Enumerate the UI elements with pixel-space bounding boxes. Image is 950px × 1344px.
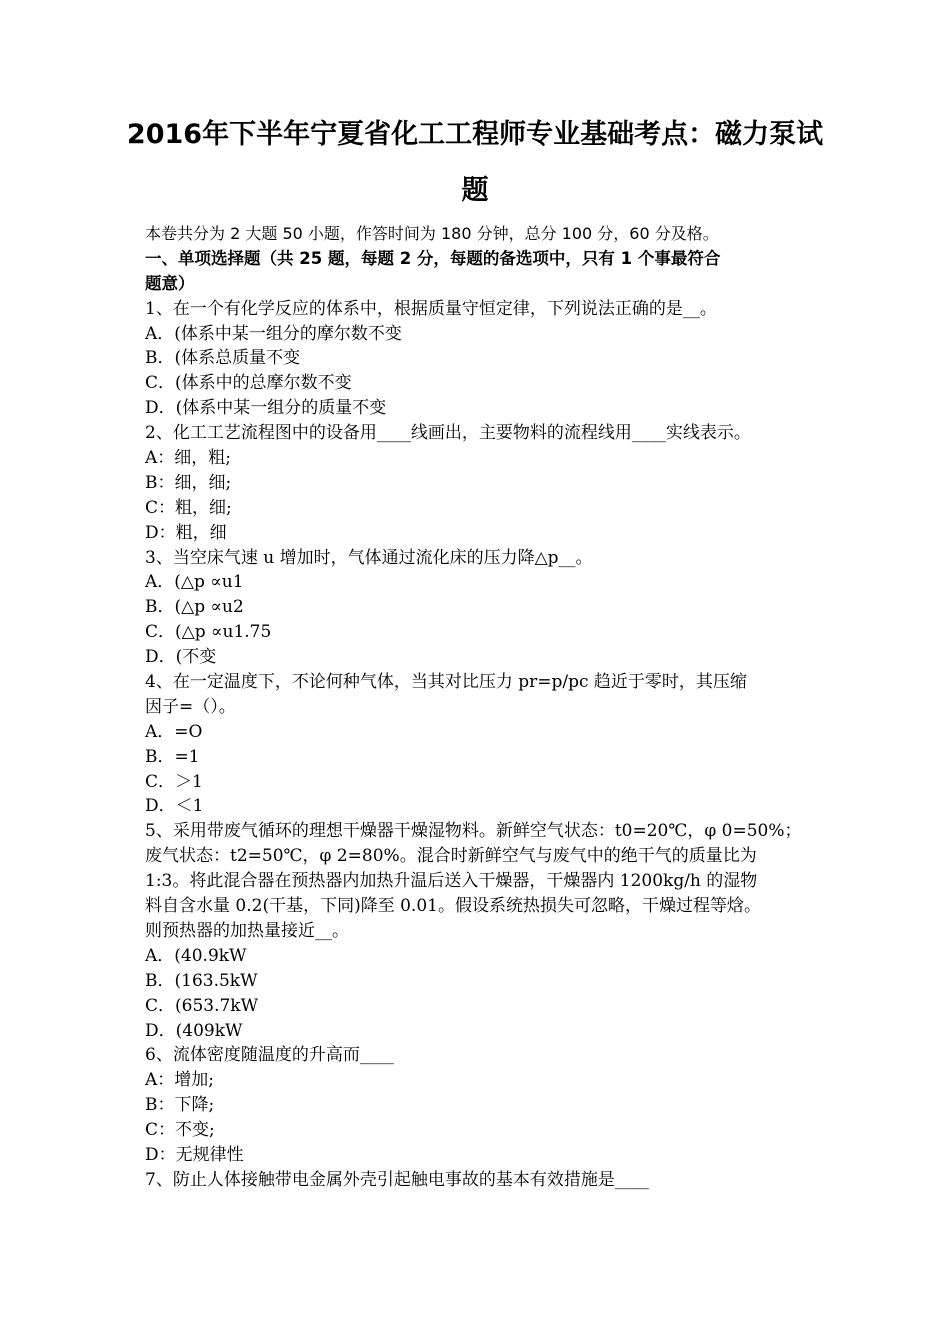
document-body — [145, 222, 810, 1193]
question-6-option-d: D：无规律性 — [145, 1144, 244, 1165]
question-3-option-d: D．(不变 — [145, 647, 217, 668]
question-4-option-d: D．＜1 — [145, 796, 204, 817]
question-1-option-a: A．(体系中某一组分的摩尔数不变 — [145, 323, 402, 344]
question-5-stem-cont: 废气状态：t2=50℃，φ 2=80%。混合时新鲜空气与废气中的绝干气的质量比为 — [145, 846, 757, 867]
question-5-option-d: D．(409kW — [145, 1020, 243, 1041]
section-heading: 一、单项选择题（共 25 题，每题 2 分，每题的备选项中，只有 1 个事最符合 — [145, 248, 721, 268]
question-1-option-c: C．(体系中的总摩尔数不变 — [145, 373, 352, 394]
question-1-option-b: B．(体系总质量不变 — [145, 348, 301, 369]
question-6-option-c: C：不变; — [145, 1120, 215, 1141]
document-title-line-2: 题 — [461, 175, 489, 206]
question-4-option-c: C．＞1 — [145, 771, 203, 792]
question-5-stem-cont: 则预热器的加热量接近__。 — [145, 920, 349, 941]
question-6-option-a: A：增加; — [145, 1070, 215, 1091]
question-7-stem: 7、防止人体接触带电金属外壳引起触电事故的基本有效措施是____ — [145, 1169, 649, 1190]
question-5-stem-cont: 1:3。将此混合器在预热器内加热升温后送入干燥器，干燥器内 1200kg/h 的湿物 — [145, 871, 758, 892]
question-4-option-a: A．=O — [145, 721, 203, 742]
question-5-stem-cont: 料自含水量 0.2(干基，下同)降至 0.01。假设系统热损失可忽略，干燥过程等焓。 — [145, 896, 761, 917]
question-5-option-a: A．(40.9kW — [145, 945, 247, 966]
question-2-option-a: A：细，粗; — [145, 448, 232, 469]
question-6-stem: 6、流体密度随温度的升高而____ — [145, 1045, 394, 1066]
question-2-option-d: D：粗，细 — [145, 522, 227, 543]
exam-info: 本卷共分为 2 大题 50 小题，作答时间为 180 分钟，总分 100 分，60 分及格。 — [145, 224, 719, 243]
question-1-stem: 1、在一个有化学反应的体系中，根据质量守恒定律，下列说法正确的是__。 — [145, 298, 717, 319]
question-3-option-a: A．(△p ∝u1 — [145, 572, 244, 593]
question-1-option-d: D．(体系中某一组分的质量不变 — [145, 398, 387, 419]
document-title-line-1: 2016年下半年宁夏省化工工程师专业基础考点：磁力泵试 — [126, 119, 824, 150]
question-5-option-b: B．(163.5kW — [145, 970, 258, 991]
question-3-stem: 3、当空床气速 u 增加时，气体通过流化床的压力降△p__。 — [145, 547, 593, 568]
question-2-option-c: C：粗，细; — [145, 497, 232, 518]
question-4-stem: 4、在一定温度下，不论何种气体，当其对比压力 pr=p/pc 趋近于零时，其压缩 — [145, 672, 747, 693]
question-5-option-c: C．(653.7kW — [145, 995, 259, 1016]
question-4-option-b: B．=1 — [145, 746, 200, 767]
question-2-stem: 2、化工工艺流程图中的设备用____线画出，主要物料的流程线用____实线表示。 — [145, 423, 751, 444]
question-3-option-b: B．(△p ∝u2 — [145, 597, 244, 618]
question-6-option-b: B：下降; — [145, 1095, 215, 1116]
question-5-stem: 5、采用带废气循环的理想干燥器干燥湿物料。新鲜空气状态：t0=20℃，φ 0=50%； — [145, 821, 802, 842]
question-3-option-c: C．(△p ∝u1.75 — [145, 622, 272, 643]
section-heading-cont: 题意） — [145, 273, 195, 293]
question-4-stem-cont: 因子=（）。 — [145, 696, 236, 717]
question-2-option-b: B：细，细; — [145, 472, 232, 493]
